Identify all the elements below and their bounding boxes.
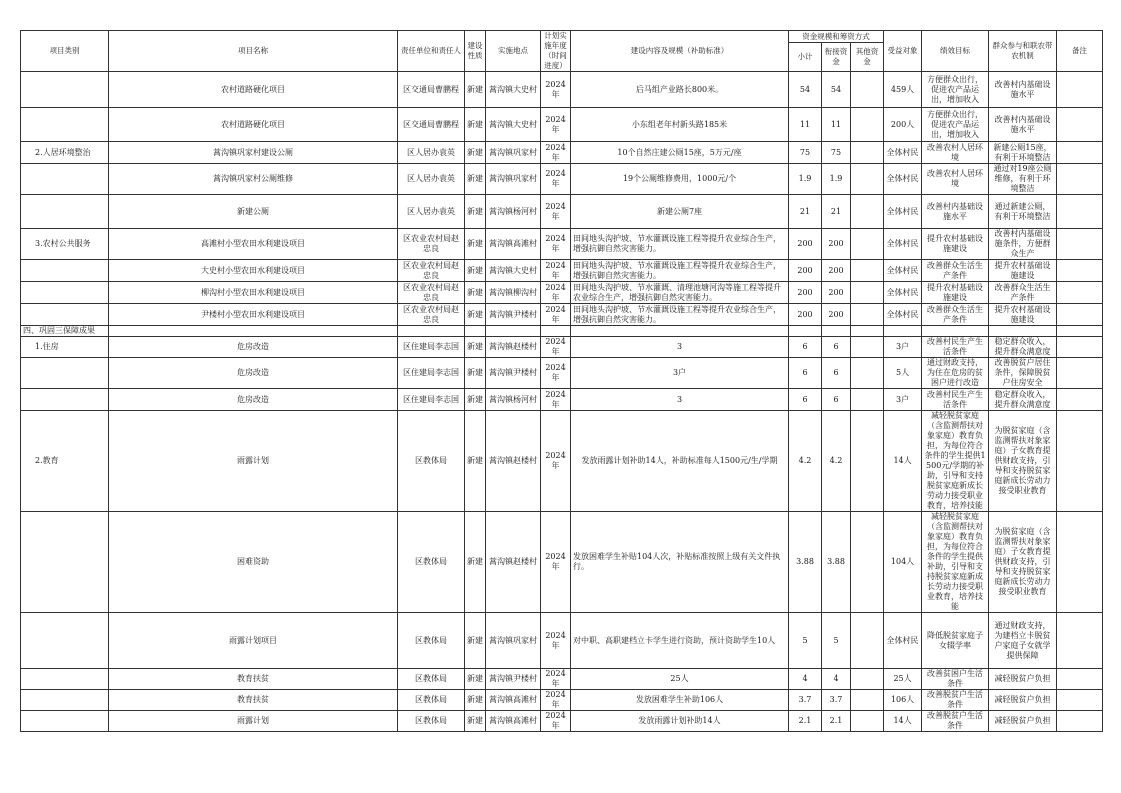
cell-mechanism: 提升农村基础设施建设 [989, 304, 1057, 326]
table-row [21, 142, 1103, 164]
table-row [21, 195, 1103, 229]
cell-subtotal: 200 [789, 282, 822, 304]
cell-unit: 区交通局曹鹏程 [398, 108, 465, 142]
cell-name: 尹楼村小型农田水利建设项目 [109, 304, 398, 326]
cell-name: 柳沟村小型农田水利建设项目 [109, 282, 398, 304]
cell-content: 田间地头沟护坡、节水灌溉设施工程等提升农业综合生产，增强抗御自然灾害能力。 [571, 304, 789, 326]
cell-other [851, 690, 884, 711]
cell-unit: 区人居办袁英 [398, 164, 465, 195]
cell-name: 教育扶贫 [109, 669, 398, 690]
cell-name: 农村道路硬化项目 [109, 72, 398, 108]
cell-other [851, 512, 884, 613]
cell-location: 蒿沟镇杨河村 [486, 389, 541, 411]
cell-location: 蒿沟镇赵楼村 [486, 512, 541, 613]
header-location: 实施地点 [486, 31, 541, 72]
cell-category: 1.住房 [21, 337, 109, 358]
cell-other [851, 711, 884, 732]
header-mechanism: 群众参与和联农带农机制 [989, 31, 1057, 72]
section-label: 四、巩固三保障成果 [21, 326, 109, 337]
cell-mechanism: 通过财政支持，为建档立卡脱贫户家庭子女就学提供保障 [989, 613, 1057, 669]
cell-content: 发放雨露计划补助14人，补助标准每人1500元/生/学期 [571, 411, 789, 512]
cell-beneficiary: 5人 [884, 358, 922, 389]
table-row [21, 229, 1103, 260]
cell-location: 蒿沟镇柳沟村 [486, 282, 541, 304]
cell-subtotal: 11 [789, 108, 822, 142]
cell-category [21, 164, 109, 195]
cell-type: 新建 [465, 164, 486, 195]
cell-category [21, 389, 109, 411]
cell-type: 新建 [465, 512, 486, 613]
cell-category: 2.人居环境整治 [21, 142, 109, 164]
cell-goal: 方便群众出行，促进农产品运出，增加收入 [922, 108, 989, 142]
cell-finance: 3.7 [822, 690, 851, 711]
cell-other [851, 108, 884, 142]
cell-year: 2024年 [541, 337, 571, 358]
cell-goal: 减轻脱贫家庭（含监测帮扶对象家庭）教育负担，为每位符合条件的学生提供补助，引导和支持脱贫家庭新成长劳动力接受职业教育，培养技能 [922, 512, 989, 613]
cell-finance: 200 [822, 304, 851, 326]
cell-subtotal: 200 [789, 229, 822, 260]
cell-unit: 区教体局 [398, 411, 465, 512]
cell-name: 大史村小型农田水利建设项目 [109, 260, 398, 282]
table-row [21, 164, 1103, 195]
cell-other [851, 229, 884, 260]
cell-finance: 1.9 [822, 164, 851, 195]
cell-remark [1057, 72, 1103, 108]
cell-subtotal: 6 [789, 358, 822, 389]
cell-unit: 区教体局 [398, 613, 465, 669]
project-table [20, 30, 1103, 732]
cell-beneficiary: 200人 [884, 108, 922, 142]
cell-remark [1057, 389, 1103, 411]
cell-mechanism: 为脱贫家庭（含监测帮扶对象家庭）子女教育提供财政支持，引导和支持脱贫家庭新成长劳动力接受职业教育 [989, 512, 1057, 613]
cell-goal: 改善脱贫户生活条件 [922, 690, 989, 711]
cell-other [851, 411, 884, 512]
cell-mechanism: 改善群众生活生产条件 [989, 282, 1057, 304]
cell-location: 蒿沟镇巩家村 [486, 613, 541, 669]
cell-other [851, 358, 884, 389]
cell-type: 新建 [465, 358, 486, 389]
header-other: 其他资金 [851, 43, 884, 72]
table-row [21, 72, 1103, 108]
cell-beneficiary: 全体村民 [884, 260, 922, 282]
cell-unit: 区农业农村局赵忠良 [398, 260, 465, 282]
cell-type: 新建 [465, 72, 486, 108]
cell-remark [1057, 304, 1103, 326]
cell-content: 田间地头沟护坡、节水灌溉设施工程等提升农业综合生产，增强抗御自然灾害能力。 [571, 260, 789, 282]
table-row [21, 260, 1103, 282]
cell-content: 10个自然庄建公厕15座，5万元/座 [571, 142, 789, 164]
cell-mechanism: 改善村内基础设施水平 [989, 108, 1057, 142]
cell-type: 新建 [465, 260, 486, 282]
cell-year: 2024年 [541, 358, 571, 389]
cell-type: 新建 [465, 411, 486, 512]
cell-location: 蒿沟镇赵楼村 [486, 411, 541, 512]
cell-year: 2024年 [541, 711, 571, 732]
cell-finance: 11 [822, 108, 851, 142]
cell-mechanism: 通过新建公厕，有利于环境整洁 [989, 195, 1057, 229]
cell-category [21, 282, 109, 304]
cell-other [851, 195, 884, 229]
cell-category [21, 613, 109, 669]
cell-location: 蒿沟镇高滩村 [486, 711, 541, 732]
cell-year: 2024年 [541, 512, 571, 613]
cell-year: 2024年 [541, 229, 571, 260]
header-unit: 责任单位和责任人 [398, 31, 465, 72]
cell-mechanism: 通过对19座公厕维修，有利于环境整洁 [989, 164, 1057, 195]
cell-beneficiary: 3户 [884, 389, 922, 411]
cell-type: 新建 [465, 304, 486, 326]
cell-finance: 6 [822, 358, 851, 389]
cell-name: 雨露计划 [109, 411, 398, 512]
cell-mechanism: 提升农村基础设施建设 [989, 260, 1057, 282]
cell-other [851, 669, 884, 690]
cell-year: 2024年 [541, 108, 571, 142]
cell-name: 农村道路硬化项目 [109, 108, 398, 142]
cell-remark [1057, 669, 1103, 690]
cell-goal: 通过财政支持，为住在危房的贫困户进行改造 [922, 358, 989, 389]
project-table-sheet [20, 30, 1102, 732]
cell-year: 2024年 [541, 282, 571, 304]
header-beneficiary: 受益对象 [884, 31, 922, 72]
cell-beneficiary: 全体村民 [884, 613, 922, 669]
cell-subtotal: 6 [789, 337, 822, 358]
header-goal: 绩效目标 [922, 31, 989, 72]
header-content: 建设内容及规模（补助标准） [571, 31, 789, 72]
cell-goal: 降低脱贫家庭子女辍学率 [922, 613, 989, 669]
cell-location: 蒿沟镇巩家村 [486, 142, 541, 164]
cell-subtotal: 3.88 [789, 512, 822, 613]
cell-goal: 减轻脱贫家庭（含监测帮扶对象家庭）教育负担，为每位符合条件的学生提供1500元/学期的补助，引导和支持脱贫家庭新成长劳动力接受职业教育，培养技能 [922, 411, 989, 512]
cell-goal: 改善群众生活生产条件 [922, 260, 989, 282]
cell-unit: 区住建局李志国 [398, 358, 465, 389]
cell-goal: 改善村民生产生活条件 [922, 337, 989, 358]
cell-type: 新建 [465, 142, 486, 164]
cell-type: 新建 [465, 690, 486, 711]
cell-beneficiary: 全体村民 [884, 164, 922, 195]
cell-location: 蒿沟镇尹楼村 [486, 358, 541, 389]
cell-goal: 提升农村基础设施建设 [922, 229, 989, 260]
cell-unit: 区教体局 [398, 669, 465, 690]
cell-subtotal: 3.7 [789, 690, 822, 711]
cell-unit: 区交通局曹鹏程 [398, 72, 465, 108]
cell-content: 发放困难学生补贴104人次，补贴标准按照上级有关文件执行。 [571, 512, 789, 613]
cell-finance: 6 [822, 389, 851, 411]
cell-finance: 200 [822, 229, 851, 260]
cell-category [21, 690, 109, 711]
cell-content: 25人 [571, 669, 789, 690]
cell-finance: 200 [822, 282, 851, 304]
table-row [21, 411, 1103, 512]
header-subtotal: 小计 [789, 43, 822, 72]
cell-type: 新建 [465, 229, 486, 260]
cell-beneficiary: 全体村民 [884, 195, 922, 229]
cell-name: 蒿沟镇巩家村建设公厕 [109, 142, 398, 164]
cell-other [851, 337, 884, 358]
cell-year: 2024年 [541, 72, 571, 108]
cell-beneficiary: 14人 [884, 411, 922, 512]
cell-beneficiary: 106人 [884, 690, 922, 711]
cell-beneficiary: 全体村民 [884, 229, 922, 260]
cell-name: 高滩村小型农田水利建设项目 [109, 229, 398, 260]
cell-content: 3 [571, 389, 789, 411]
cell-category [21, 304, 109, 326]
cell-location: 蒿沟镇大史村 [486, 260, 541, 282]
cell-beneficiary: 全体村民 [884, 304, 922, 326]
table-row [21, 690, 1103, 711]
cell-goal: 方便群众出行，促进农产品运出，增加收入 [922, 72, 989, 108]
cell-finance: 4 [822, 669, 851, 690]
cell-category: 3.农村公共服务 [21, 229, 109, 260]
cell-goal: 改善农村人居环境 [922, 164, 989, 195]
cell-goal: 改善群众生活生产条件 [922, 304, 989, 326]
cell-type: 新建 [465, 282, 486, 304]
cell-content: 田间地头沟护坡、节水灌溉设施工程等提升农业综合生产，增强抗御自然灾害能力。 [571, 229, 789, 260]
cell-year: 2024年 [541, 142, 571, 164]
cell-other [851, 282, 884, 304]
cell-finance: 2.1 [822, 711, 851, 732]
table-row [21, 337, 1103, 358]
cell-subtotal: 1.9 [789, 164, 822, 195]
cell-remark [1057, 613, 1103, 669]
cell-remark [1057, 411, 1103, 512]
cell-finance: 4.2 [822, 411, 851, 512]
cell-beneficiary: 459人 [884, 72, 922, 108]
table-row [21, 304, 1103, 326]
cell-year: 2024年 [541, 389, 571, 411]
cell-mechanism: 改善村内基础设施条件，方便群众生产 [989, 229, 1057, 260]
cell-subtotal: 4 [789, 669, 822, 690]
cell-category [21, 195, 109, 229]
cell-remark [1057, 164, 1103, 195]
table-row [21, 512, 1103, 613]
cell-content: 3户 [571, 358, 789, 389]
table-row [21, 282, 1103, 304]
cell-location: 蒿沟镇尹楼村 [486, 304, 541, 326]
cell-category [21, 260, 109, 282]
cell-name: 危房改造 [109, 358, 398, 389]
cell-content: 后马组产业路长800米。 [571, 72, 789, 108]
cell-unit: 区人居办袁英 [398, 142, 465, 164]
table-row [21, 613, 1103, 669]
cell-remark [1057, 260, 1103, 282]
cell-type: 新建 [465, 337, 486, 358]
cell-mechanism: 新建公厕15座，有利于环境整洁 [989, 142, 1057, 164]
cell-location: 蒿沟镇赵楼村 [486, 337, 541, 358]
cell-remark [1057, 512, 1103, 613]
cell-finance: 21 [822, 195, 851, 229]
cell-other [851, 613, 884, 669]
cell-content: 新建公厕7座 [571, 195, 789, 229]
cell-beneficiary: 104人 [884, 512, 922, 613]
cell-subtotal: 75 [789, 142, 822, 164]
cell-content: 田间地头沟护坡、节水灌溉、清理池塘河沟等施工程等提升农业综合生产，增强抗御自然灾害能力。 [571, 282, 789, 304]
header-year: 计划实施年度（时间进度） [541, 31, 571, 72]
cell-subtotal: 200 [789, 304, 822, 326]
cell-content: 发放困难学生补助106人 [571, 690, 789, 711]
cell-category [21, 711, 109, 732]
cell-year: 2024年 [541, 690, 571, 711]
cell-remark [1057, 337, 1103, 358]
cell-finance: 200 [822, 260, 851, 282]
header-funds-group: 资金规模和筹资方式 [789, 31, 884, 43]
cell-unit: 区教体局 [398, 711, 465, 732]
cell-other [851, 304, 884, 326]
cell-location: 蒿沟镇高滩村 [486, 690, 541, 711]
cell-type: 新建 [465, 195, 486, 229]
cell-content: 发放雨露计划补助14人 [571, 711, 789, 732]
table-row [21, 358, 1103, 389]
cell-mechanism: 改善村内基础设施水平 [989, 72, 1057, 108]
cell-category [21, 512, 109, 613]
cell-name: 蒿沟镇巩家村公厕维修 [109, 164, 398, 195]
cell-remark [1057, 108, 1103, 142]
cell-location: 蒿沟镇巩家村 [486, 164, 541, 195]
cell-name: 教育扶贫 [109, 690, 398, 711]
cell-name: 雨露计划项目 [109, 613, 398, 669]
cell-finance: 54 [822, 72, 851, 108]
cell-beneficiary: 全体村民 [884, 142, 922, 164]
cell-year: 2024年 [541, 304, 571, 326]
table-row [21, 711, 1103, 732]
cell-goal: 改善贫困户生活条件 [922, 669, 989, 690]
cell-unit: 区农业农村局赵忠良 [398, 304, 465, 326]
cell-other [851, 164, 884, 195]
cell-name: 危房改造 [109, 389, 398, 411]
cell-other [851, 389, 884, 411]
cell-subtotal: 5 [789, 613, 822, 669]
cell-remark [1057, 711, 1103, 732]
cell-unit: 区住建局李志国 [398, 337, 465, 358]
cell-goal: 提升农村基础设施建设 [922, 282, 989, 304]
cell-unit: 区农业农村局赵忠良 [398, 229, 465, 260]
cell-content: 对中职、高职建档立卡学生进行资助，预计资助学生10人 [571, 613, 789, 669]
cell-finance: 6 [822, 337, 851, 358]
cell-year: 2024年 [541, 164, 571, 195]
cell-remark [1057, 358, 1103, 389]
cell-mechanism: 稳定群众收入，提升群众满意度 [989, 389, 1057, 411]
cell-location: 蒿沟镇大史村 [486, 72, 541, 108]
cell-subtotal: 54 [789, 72, 822, 108]
cell-name: 新建公厕 [109, 195, 398, 229]
cell-unit: 区教体局 [398, 690, 465, 711]
cell-beneficiary: 全体村民 [884, 282, 922, 304]
cell-category [21, 72, 109, 108]
table-row [21, 108, 1103, 142]
cell-remark [1057, 690, 1103, 711]
cell-goal: 改善村内基础设施水平 [922, 195, 989, 229]
cell-finance: 5 [822, 613, 851, 669]
cell-unit: 区教体局 [398, 512, 465, 613]
cell-subtotal: 4.2 [789, 411, 822, 512]
cell-year: 2024年 [541, 195, 571, 229]
cell-content: 3 [571, 337, 789, 358]
cell-other [851, 260, 884, 282]
cell-mechanism: 稳定群众收入，提升群众满意度 [989, 337, 1057, 358]
cell-type: 新建 [465, 613, 486, 669]
cell-mechanism: 减轻脱贫户负担 [989, 669, 1057, 690]
cell-other [851, 142, 884, 164]
section-row [21, 326, 1103, 337]
cell-remark [1057, 282, 1103, 304]
cell-year: 2024年 [541, 613, 571, 669]
cell-remark [1057, 195, 1103, 229]
cell-year: 2024年 [541, 411, 571, 512]
cell-goal: 改善农村人居环境 [922, 142, 989, 164]
cell-category: 2.教育 [21, 411, 109, 512]
cell-subtotal: 200 [789, 260, 822, 282]
cell-name: 困难资助 [109, 512, 398, 613]
header-remark: 备注 [1057, 31, 1103, 72]
cell-location: 蒿沟镇大史村 [486, 108, 541, 142]
cell-unit: 区住建局李志国 [398, 389, 465, 411]
cell-goal: 改善村民生产生活条件 [922, 389, 989, 411]
cell-unit: 区农业农村局赵忠良 [398, 282, 465, 304]
cell-content: 19个公厕维修费用，1000元/个 [571, 164, 789, 195]
table-row [21, 389, 1103, 411]
cell-beneficiary: 3户 [884, 337, 922, 358]
cell-beneficiary: 25人 [884, 669, 922, 690]
cell-goal: 改善脱贫户生活条件 [922, 711, 989, 732]
cell-type: 新建 [465, 389, 486, 411]
cell-year: 2024年 [541, 260, 571, 282]
cell-type: 新建 [465, 108, 486, 142]
header-name: 项目名称 [109, 31, 398, 72]
cell-finance: 3.88 [822, 512, 851, 613]
cell-subtotal: 2.1 [789, 711, 822, 732]
header-category: 项目类别 [21, 31, 109, 72]
cell-year: 2024年 [541, 669, 571, 690]
cell-mechanism: 减轻脱贫户负担 [989, 711, 1057, 732]
cell-category [21, 358, 109, 389]
cell-other [851, 72, 884, 108]
cell-category [21, 108, 109, 142]
cell-remark [1057, 142, 1103, 164]
cell-name: 危房改造 [109, 337, 398, 358]
cell-name: 雨露计划 [109, 711, 398, 732]
cell-mechanism: 改善脱贫户居住条件，保障脱贫户住房安全 [989, 358, 1057, 389]
cell-unit: 区人居办袁英 [398, 195, 465, 229]
cell-location: 蒿沟镇杨河村 [486, 195, 541, 229]
cell-finance: 75 [822, 142, 851, 164]
header-type: 建设性质 [465, 31, 486, 72]
table-row [21, 669, 1103, 690]
cell-subtotal: 21 [789, 195, 822, 229]
cell-category [21, 669, 109, 690]
cell-subtotal: 6 [789, 389, 822, 411]
cell-location: 蒿沟镇高滩村 [486, 229, 541, 260]
cell-mechanism: 减轻脱贫户负担 [989, 690, 1057, 711]
cell-content: 小东组老年村新头路185米 [571, 108, 789, 142]
cell-type: 新建 [465, 669, 486, 690]
header-finance: 衔接资金 [822, 43, 851, 72]
cell-beneficiary: 14人 [884, 711, 922, 732]
cell-type: 新建 [465, 711, 486, 732]
cell-mechanism: 为脱贫家庭（含监测帮扶对象家庭）子女教育提供财政支持，引导和支持脱贫家庭新成长劳动力接受职业教育 [989, 411, 1057, 512]
cell-remark [1057, 229, 1103, 260]
cell-location: 蒿沟镇尹楼村 [486, 669, 541, 690]
